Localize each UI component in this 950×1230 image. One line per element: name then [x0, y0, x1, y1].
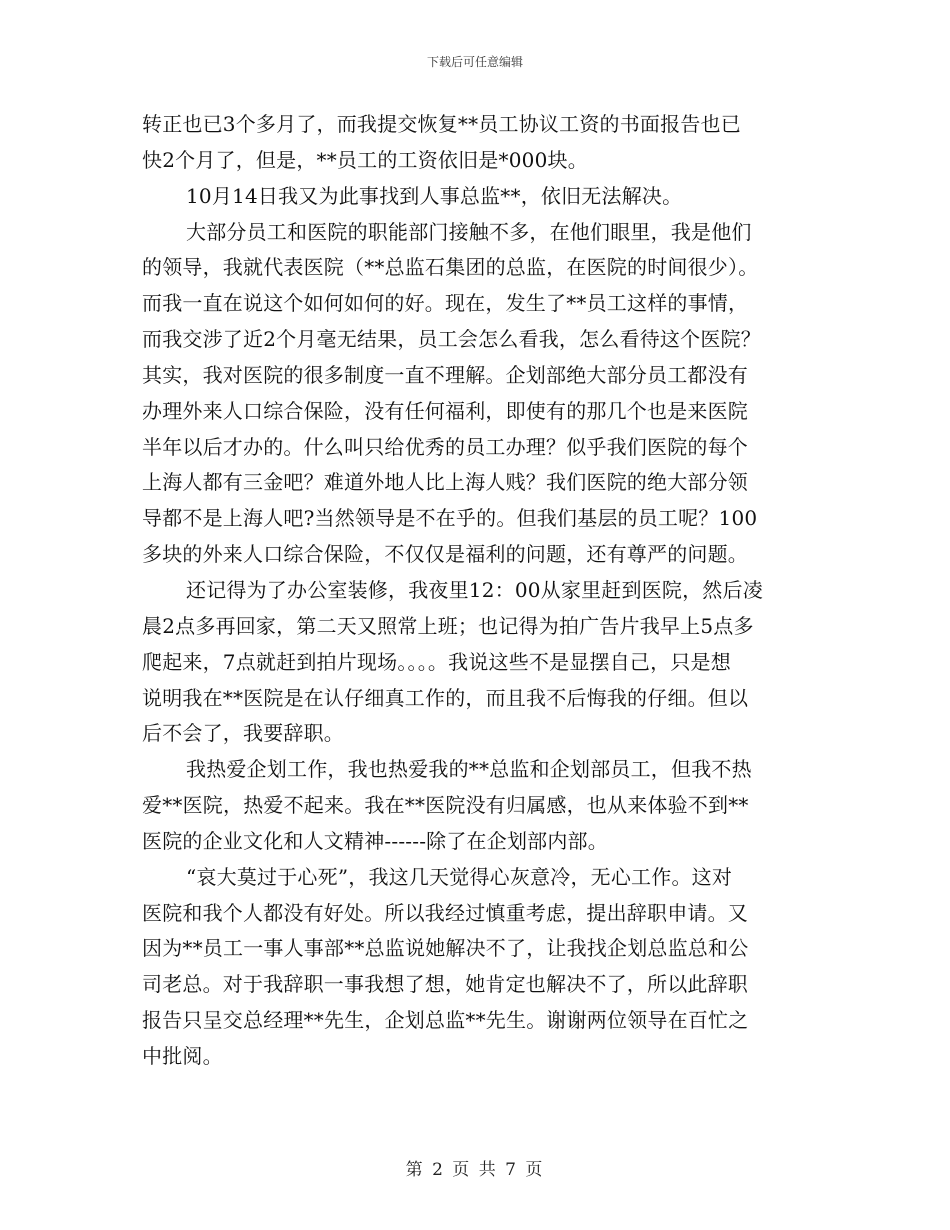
text-line: 半年以后才办的。什么叫只给优秀的员工办理？似乎我们医院的每个	[142, 434, 748, 459]
text-line: 而我一直在说这个如何如何的好。现在，发生了**员工这样的事情，	[142, 291, 749, 316]
text-line: 其实，我对医院的很多制度一直不理解。企划部绝大部分员工都没有	[142, 362, 748, 387]
text-line: 还记得为了办公室装修，我夜里12：00从家里赶到医院，然后凌	[186, 577, 763, 602]
text-line: 快2个月了，但是，**员工的工资依旧是*000块。	[142, 147, 588, 172]
page-number-footer: 第 2 页 共 7 页	[405, 1160, 545, 1180]
text-line: 大部分员工和医院的职能部门接触不多，在他们眼里，我是他们	[186, 219, 752, 244]
text-line: 说明我在**医院是在认仔细真工作的，而且我不后悔我的仔细。但以	[142, 685, 749, 710]
text-line: 司老总。对于我辞职一事我想了想，她肯定也解决不了，所以此辞职	[142, 972, 748, 997]
text-line: 医院的企业文化和人文精神------除了在企划部内部。	[142, 828, 608, 853]
text-line: 晨2点多再回家，第二天又照常上班；也记得为拍广告片我早上5点多	[142, 613, 754, 638]
text-line: 医院和我个人都没有好处。所以我经过慎重考虑，提出辞职申请。又	[142, 900, 748, 925]
text-line: 导都不是上海人吧?当然领导是不在乎的。但我们基层的员工呢？100	[142, 506, 758, 531]
text-line: 转正也已3个多月了，而我提交恢复**员工协议工资的书面报告也已	[142, 112, 741, 136]
text-line: 10月14日我又为此事找到人事总监**，依旧无法解决。	[186, 183, 683, 208]
text-line: 我热爱企划工作，我也热爱我的**总监和企划部员工，但我不热	[186, 757, 752, 782]
text-line: 爱**医院，热爱不起来。我在**医院没有归属感，也从来体验不到**	[142, 793, 749, 818]
text-line: 后不会了，我要辞职。	[142, 721, 344, 746]
text-line: 中批阅。	[142, 1043, 223, 1068]
text-line: 多块的外来人口综合保险，不仅仅是福利的问题，还有尊严的问题。	[142, 542, 748, 567]
text-line: 报告只呈交总经理**先生，企划总监**先生。谢谢两位领导在百忙之	[142, 1008, 749, 1033]
text-line: “哀大莫过于心死”，我这几天觉得心灰意冷，无心工作。这对	[186, 864, 733, 889]
text-line: 爬起来，7点就赶到拍片现场。。。。我说这些不是显摆自己，只是想	[142, 649, 731, 674]
page-header-note: 下载后可任意编辑	[426, 55, 523, 69]
text-line: 而我交涉了近2个月毫无结果，员工会怎么看我，怎么看待这个医院？	[142, 327, 761, 352]
text-line: 因为**员工一事人事部**总监说她解决不了，让我找企划总监总和公	[142, 936, 749, 961]
text-line: 上海人都有三金吧？难道外地人比上海人贱？我们医院的绝大部分领	[142, 470, 748, 495]
text-line: 的领导，我就代表医院（**总监石集团的总监，在医院的时间很少）。	[142, 255, 759, 280]
document-body	[142, 107, 810, 1075]
text-line: 办理外来人口综合保险，没有任何福利，即使有的那几个也是来医院	[142, 398, 748, 423]
